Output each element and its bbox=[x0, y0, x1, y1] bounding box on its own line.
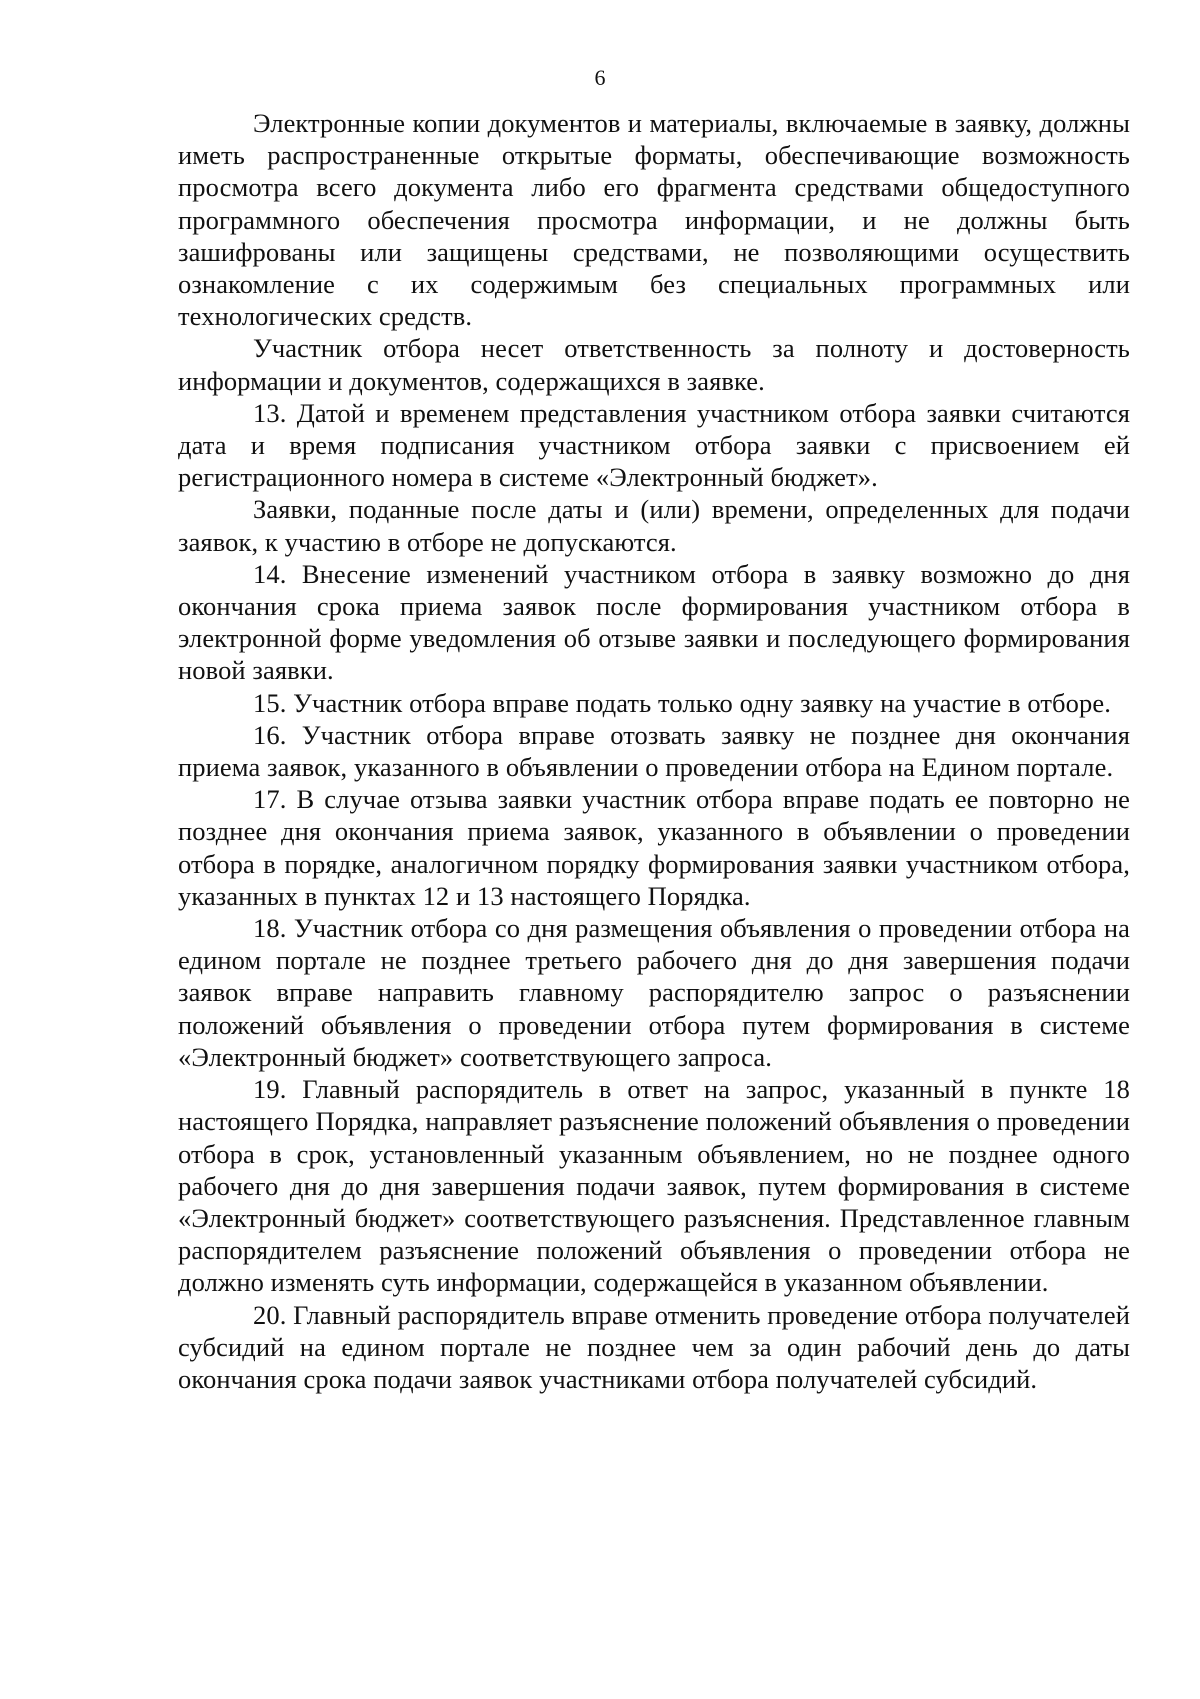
paragraph-item-15: 15. Участник отбора вправе подать только одну заявку на участие в отборе. bbox=[253, 687, 1111, 718]
paragraph-item-16: 16. Участник отбора вправе отозвать заявку не позднее дня окончания приема заявок, указанного в объявлении о проведении отбора на Едином портале. bbox=[178, 719, 1130, 783]
paragraph-item-14: 14. Внесение изменений участником отбора в заявку возможно до дня окончания срока приема заявок после формирования участником отбора в электронной форме уведомления об отзыве заявки и последующего формирования новой заявки. bbox=[178, 558, 1130, 686]
paragraph-item-19: 19. Главный распорядитель в ответ на запрос, указанный в пункте 18 настоящего Порядка, направляет разъяснение положений объявления о проведении отбора в срок, установленный указанным объявлением, но не позднее одного рабочего дня до дня завершения подачи заявок, путем формирования в системе «Электронный бюджет» соответствующего разъяснения. Представленное главным распорядителем разъяснение положений объявления о проведении отбора не должно изменять суть информации, содержащейся в указанном объявлении. bbox=[178, 1074, 1130, 1298]
paragraph-electronic-copies: Электронные копии документов и материалы, включаемые в заявку, должны иметь распространенные открытые форматы, обеспечивающие возможность просмотра всего документа либо его фрагмента средствами общедоступного программного обеспечения просмотра информации, и не должны быть зашифрованы или защищены средствами, не позволяющими осуществить ознакомление с их содержимым без специальных программных или технологических средств. bbox=[178, 108, 1130, 332]
paragraph-responsibility: Участник отбора несет ответственность за полноту и достоверность информации и документов, содержащихся в заявке. bbox=[178, 333, 1130, 396]
paragraph-item-18: 18. Участник отбора со дня размещения объявления о проведении отбора на едином портале не позднее третьего рабочего дня до дня завершения подачи заявок вправе направить главному распорядителю запрос о разъяснении положений объявления о проведении отбора путем формирования в системе «Электронный бюджет» соответствующего запроса. bbox=[178, 913, 1130, 1072]
document-body bbox=[178, 107, 1130, 1395]
paragraph-item-13: 13. Датой и временем представления участником отбора заявки считаются дата и время подписания участником отбора заявки с присвоением ей регистрационного номера в системе «Электронный бюджет». bbox=[178, 397, 1130, 493]
paragraph-late-applications: Заявки, поданные после даты и (или) времени, определенных для подачи заявок, к участию в отборе не допускаются. bbox=[178, 494, 1130, 557]
paragraph-item-20: 20. Главный распорядитель вправе отменить проведение отбора получателей субсидий на едином портале не позднее чем за один рабочий день до даты окончания срока подачи заявок участниками отбора получателей субсидий. bbox=[178, 1299, 1130, 1394]
page-number: 6 bbox=[594, 65, 606, 90]
paragraph-item-17: 17. В случае отзыва заявки участник отбора вправе подать ее повторно не позднее дня окончания приема заявок, указанного в объявлении о проведении отбора в порядке, аналогичном порядку формирования заявки участником отбора, указанных в пунктах 12 и 13 настоящего Порядка. bbox=[178, 784, 1130, 911]
